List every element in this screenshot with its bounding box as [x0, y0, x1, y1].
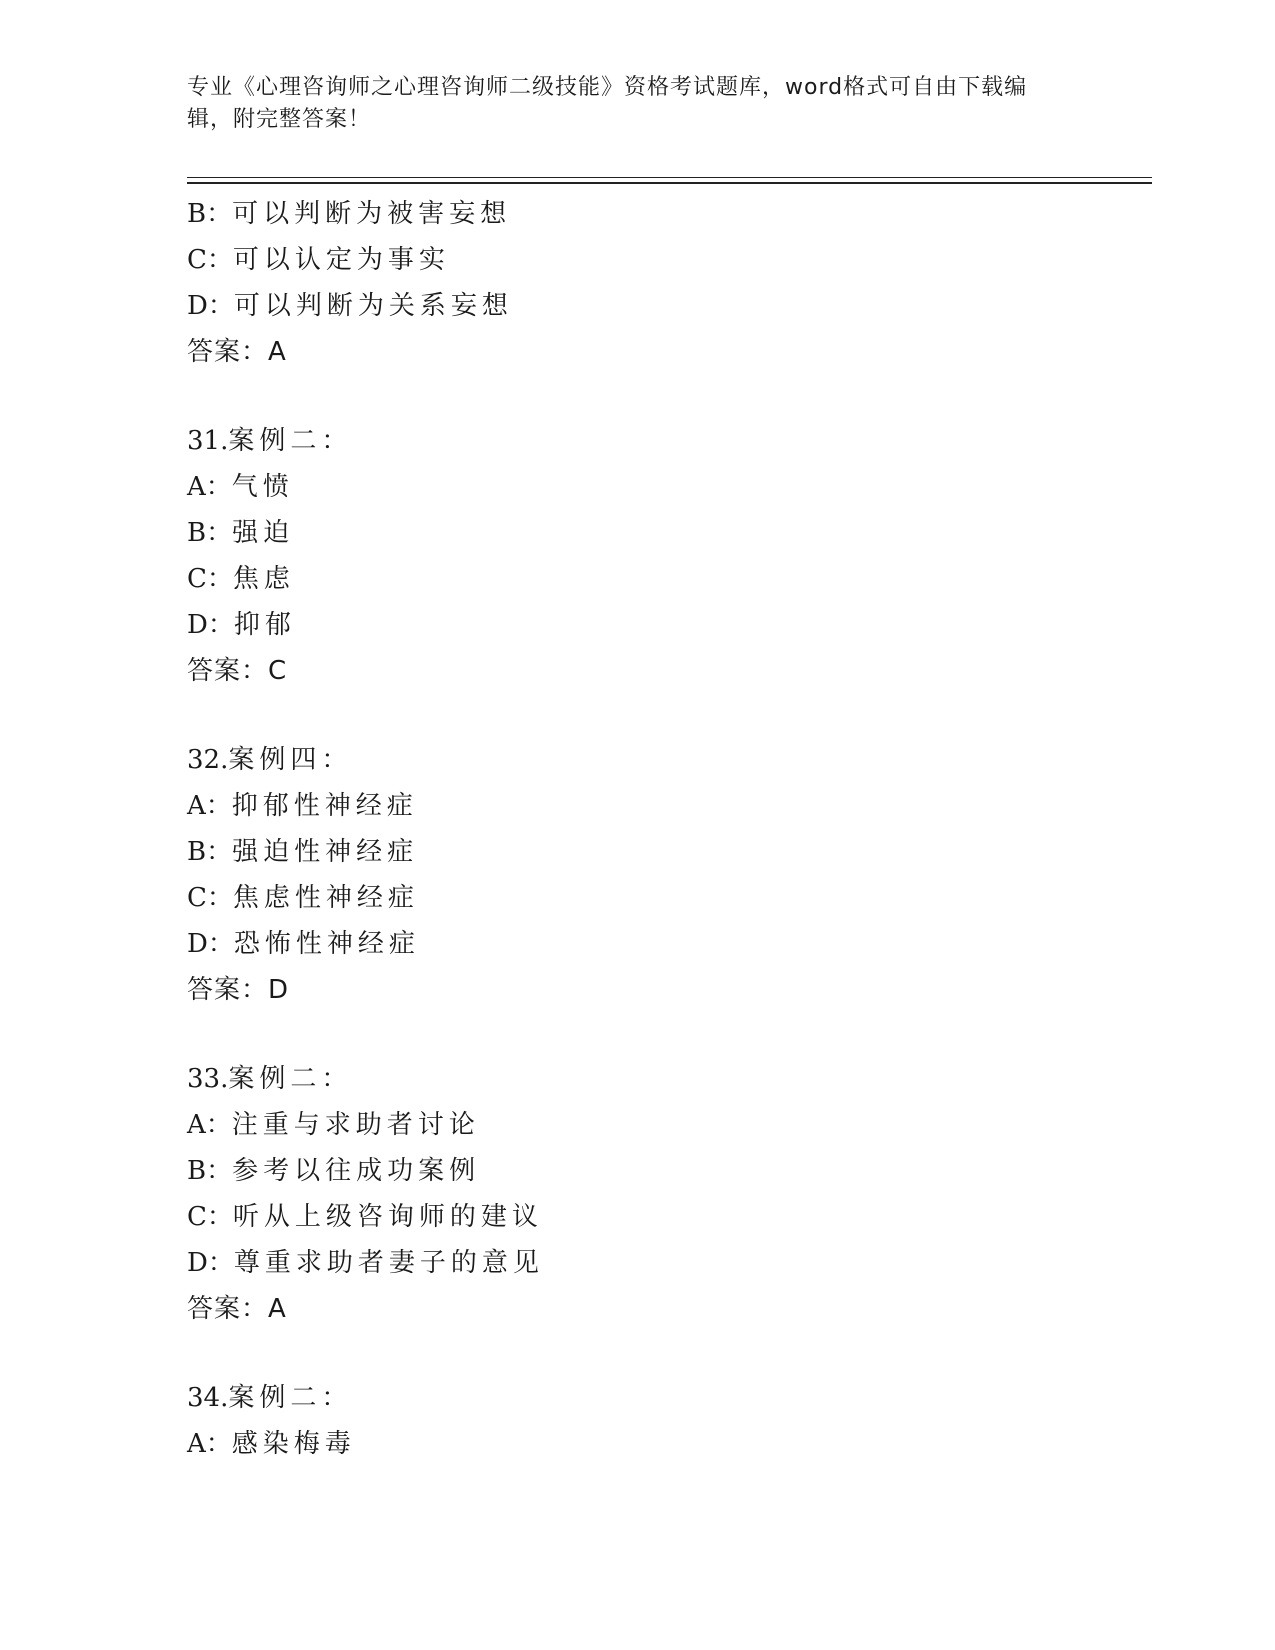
option-letter: B：	[187, 1156, 233, 1186]
option-letter: A：	[187, 1429, 232, 1459]
option-line	[187, 875, 1147, 921]
option-letter: B：	[187, 518, 233, 548]
option-line	[187, 1194, 1147, 1240]
option-letter: C：	[187, 883, 233, 913]
question-gap	[187, 1332, 1147, 1375]
question-stem	[187, 1375, 1147, 1421]
question-number: 33.	[187, 1064, 229, 1094]
option-text: 可以认定为事实	[232, 245, 450, 275]
answer-line: 答案：A	[187, 1294, 287, 1324]
question-stem	[187, 737, 1147, 783]
question-block	[187, 418, 1147, 694]
option-letter: B：	[187, 199, 233, 229]
option-text: 强迫	[232, 518, 295, 548]
option-text: 感染梅毒	[231, 1429, 356, 1459]
question-number: 31.	[187, 426, 229, 456]
option-letter: A：	[187, 472, 232, 502]
option-line	[187, 1421, 1147, 1467]
option-text: 恐怖性神经症	[233, 929, 420, 959]
option-line	[187, 1102, 1147, 1148]
answer-line: 答案：D	[187, 975, 290, 1005]
option-text: 抑郁性神经症	[231, 791, 418, 821]
question-block	[187, 737, 1147, 1013]
question-text: 案例二：	[228, 426, 353, 456]
document-header: 专业《心理咨询师之心理咨询师二级技能》资格考试题库，word格式可自由下载编辑，附完整答案！	[187, 75, 1028, 132]
option-letter: D：	[187, 1248, 234, 1278]
question-list	[187, 191, 1147, 1467]
option-line	[187, 829, 1147, 875]
option-line	[187, 921, 1147, 967]
option-line	[187, 237, 1147, 283]
question-number: 34.	[187, 1383, 229, 1413]
question-text: 案例二：	[228, 1383, 353, 1413]
option-letter: D：	[187, 610, 234, 640]
question-text: 案例二：	[228, 1064, 353, 1094]
option-text: 注重与求助者讨论	[231, 1110, 480, 1140]
answer-line: 答案：C	[187, 656, 288, 686]
question-gap	[187, 694, 1147, 737]
answer-line: 答案：A	[187, 337, 287, 367]
header-rule-thick	[187, 182, 1152, 184]
option-line	[187, 556, 1147, 602]
question-gap	[187, 375, 1147, 418]
option-line	[187, 464, 1147, 510]
option-line	[187, 283, 1147, 329]
option-letter: A：	[187, 1110, 232, 1140]
question-number: 32.	[187, 745, 229, 775]
option-letter: D：	[187, 291, 234, 321]
option-letter: C：	[187, 564, 233, 594]
question-block	[187, 1056, 1147, 1332]
option-letter: C：	[187, 245, 233, 275]
option-text: 气愤	[231, 472, 294, 502]
option-line	[187, 1148, 1147, 1194]
option-text: 可以判断为关系妄想	[233, 291, 513, 321]
question-block	[187, 191, 1147, 375]
option-text: 参考以往成功案例	[232, 1156, 481, 1186]
option-line	[187, 510, 1147, 556]
option-line	[187, 783, 1147, 829]
option-letter: C：	[187, 1202, 233, 1232]
option-text: 尊重求助者妻子的意见	[233, 1248, 544, 1278]
option-text: 焦虑性神经症	[232, 883, 419, 913]
question-stem	[187, 1056, 1147, 1102]
option-line	[187, 1240, 1147, 1286]
option-letter: D：	[187, 929, 234, 959]
question-stem	[187, 418, 1147, 464]
question-gap	[187, 1013, 1147, 1056]
option-text: 可以判断为被害妄想	[232, 199, 512, 229]
question-block	[187, 1375, 1147, 1467]
option-text: 焦虑	[232, 564, 295, 594]
option-text: 听从上级咨询师的建议	[232, 1202, 543, 1232]
question-text: 案例四：	[228, 745, 353, 775]
option-line	[187, 602, 1147, 648]
option-text: 强迫性神经症	[232, 837, 419, 867]
option-line	[187, 191, 1147, 237]
option-letter: B：	[187, 837, 233, 867]
option-text: 抑郁	[233, 610, 296, 640]
option-letter: A：	[187, 791, 232, 821]
header-rule-thin	[187, 177, 1152, 178]
